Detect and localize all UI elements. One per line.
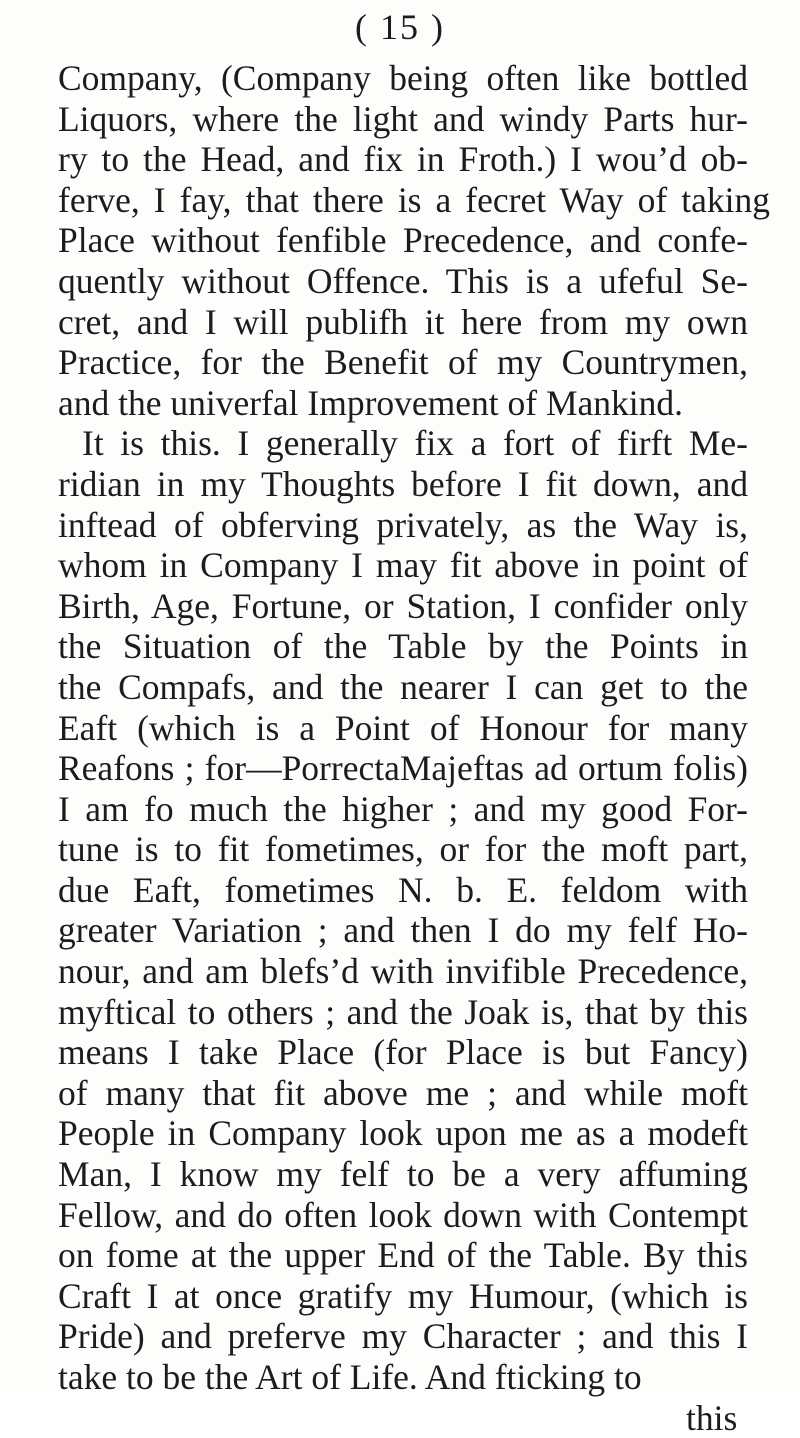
text-line: quently without Offence. This is a ufeful Se-: [58, 260, 748, 301]
text-line: Reafons ; for—PorrectaMajeftas ad ortum folis): [58, 748, 748, 789]
text-line: the Compafs, and the nearer I can get to the: [58, 666, 748, 707]
text-line: of many that fit above me ; and while moft: [58, 1072, 748, 1113]
text-line: nour, and am blefs’d with invifible Precedence,: [58, 951, 748, 992]
text-line: Man, I know my felf to be a very affuming: [58, 1154, 748, 1195]
text-line: People in Company look upon me as a modeft: [58, 1113, 748, 1154]
text-line: I am fo much the higher ; and my good For-: [58, 788, 748, 829]
text-line: Practice, for the Benefit of my Countrymen,: [58, 342, 748, 383]
text-line: It is this. I generally fix a fort of firft Me-: [82, 423, 748, 464]
text-line: ridian in my Thoughts before I fit down, and: [58, 463, 748, 504]
text-line: whom in Company I may fit above in point of: [58, 545, 748, 586]
body-text: [58, 58, 770, 1438]
page-number: ( 15 ): [355, 7, 445, 47]
text-line: means I take Place (for Place is but Fancy): [58, 1032, 748, 1073]
text-line: ferve, I fay, that there is a fecret Way of taking: [58, 179, 770, 220]
text-line: tune is to fit fometimes, or for the moft part,: [58, 829, 748, 870]
text-line: inftead of obferving privately, as the Way is,: [58, 504, 748, 545]
text-line: Eaft (which is a Point of Honour for many: [58, 707, 748, 748]
text-line: greater Variation ; and then I do my felf Ho-: [58, 910, 748, 951]
text-line: the Situation of the Table by the Points in: [58, 626, 748, 667]
text-line: myftical to others ; and the Joak is, that by this: [58, 991, 748, 1032]
catchword: this: [686, 1397, 738, 1438]
text-line: Pride) and preferve my Character ; and this I: [58, 1316, 748, 1357]
text-line: cret, and I will publifh it here from my own: [58, 301, 748, 342]
text-line: Place without fenfible Precedence, and confe-: [58, 220, 748, 261]
text-line: Birth, Age, Fortune, or Station, I confider only: [58, 585, 748, 626]
text-line: Fellow, and do often look down with Contempt: [58, 1194, 748, 1235]
text-line: Company, (Company being often like bottled: [58, 58, 748, 98]
text-line: Craft I at once gratify my Humour, (which is: [58, 1275, 748, 1316]
text-line: take to be the Art of Life. And fticking to: [58, 1357, 642, 1397]
text-line: Liquors, where the light and windy Parts hur-: [58, 98, 748, 139]
text-line: ry to the Head, and fix in Froth.) I wou’d ob-: [58, 139, 748, 180]
text-line: and the univerfal Improvement of Mankind.: [58, 382, 684, 423]
text-line: due Eaft, fometimes N. b. E. feldom with: [58, 869, 748, 910]
text-line: on fome at the upper End of the Table. By this: [58, 1235, 748, 1276]
